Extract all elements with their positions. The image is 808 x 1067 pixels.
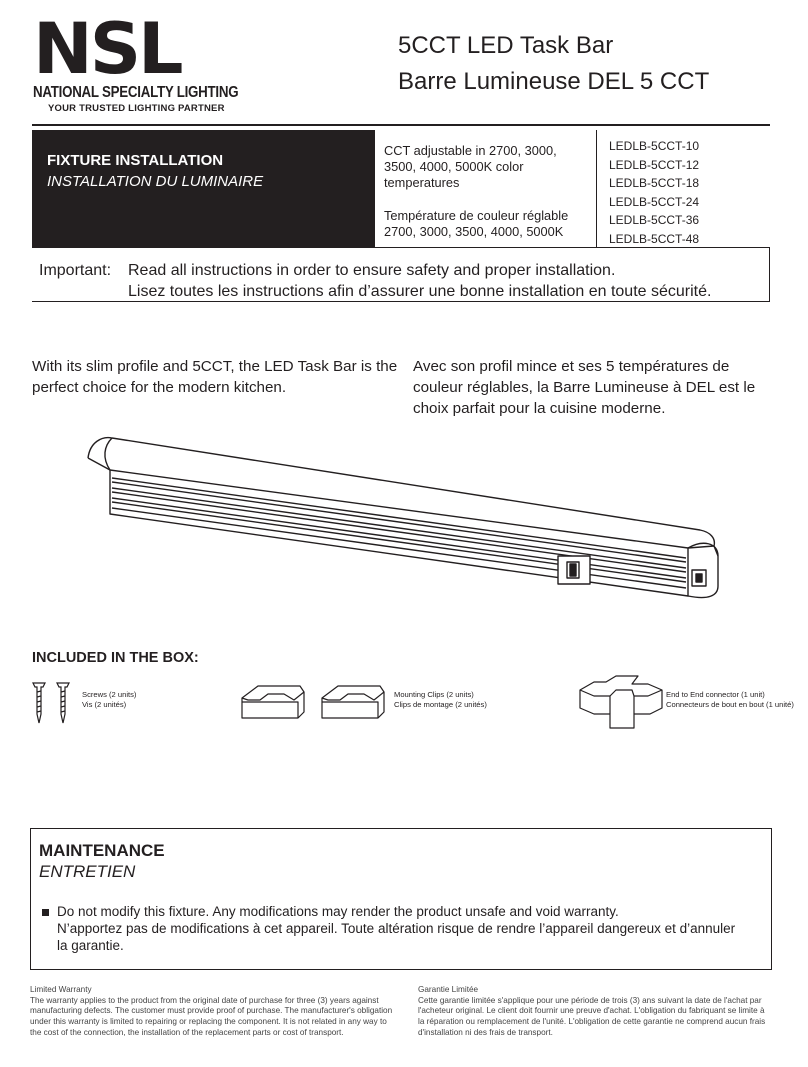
model-number: LEDLB-5CCT-18 <box>609 176 700 190</box>
task-bar-illustration <box>80 430 720 610</box>
model-number: LEDLB-5CCT-36 <box>609 213 700 227</box>
included-item-connector: End to End connector (1 unit) Connecteurs de bout en bout (1 unité) <box>666 690 794 709</box>
brand-logo: NSL <box>33 8 181 90</box>
cct-panel <box>376 130 597 247</box>
intro-text-fr: Avec son profil mince et ses 5 températures de couleur réglables, la Barre Lumineuse à DEL est le choix parfait pour la cuisine moderne. <box>413 358 756 417</box>
important-text-en: Read all instructions in order to ensure safety and proper installation. <box>128 262 616 279</box>
warranty-title-fr: Garantie Limitée <box>418 985 479 994</box>
mounting-clip-icon <box>238 678 398 724</box>
important-text-fr: Lisez toutes les instructions afin d’assurer une bonne installation en toute sécurité. <box>128 283 712 300</box>
included-title: INCLUDED IN THE BOX: <box>32 650 199 666</box>
brand-tagline: YOUR TRUSTED LIGHTING PARTNER <box>48 103 225 114</box>
maintenance-title: MAINTENANCE <box>39 841 165 860</box>
warranty-text-fr: Cette garantie limitée s'applique pour une période de trois (3) ans suivant la date de l'achat par l'acheteur original. Le client doit fournir une preuve d'achat. L'obligation du fabriquant se limite à la réparation ou remplacement de l'unité. L'obligation de cette garantie ne comprend aucun frais d'installation ni des frais de transport. <box>418 995 766 1037</box>
maintenance-bullet: Do not modify this fixture. Any modifications may render the product unsafe and void warranty. N’apportez pas de modifications à cet appareil. Toute altération risque de rendre l’appareil dangereux et d’annuler la garantie. <box>57 904 736 953</box>
connector-icon <box>576 674 666 732</box>
model-number: LEDLB-5CCT-12 <box>609 157 700 172</box>
cct-text-fr: Température de couleur réglable 2700, 3000, 3500, 4000, 5000K <box>384 208 569 239</box>
warranty-en <box>30 985 400 1039</box>
warranty-text-en: The warranty applies to the product from the original date of purchase for three (3) years against manufacturing defects. The customer must provide proof of purchase. The manufacturer's obligation under this warranty is limited to repairing or replacing the component. It is not related in any way to the cost of the connection, the installation of the replacement parts or cost of transport. <box>30 995 393 1037</box>
model-number: LEDLB-5CCT-24 <box>609 194 700 209</box>
model-number: LEDLB-5CCT-10 <box>609 139 700 153</box>
header-divider <box>32 124 770 126</box>
warranty-fr <box>418 985 773 1039</box>
fixture-installation-title: FIXTURE INSTALLATION <box>47 152 224 169</box>
model-number: LEDLB-5CCT-48 <box>609 231 700 246</box>
fixture-installation-subtitle: INSTALLATION DU LUMINAIRE <box>47 173 264 190</box>
screw-icon <box>30 680 80 726</box>
model-list <box>609 137 699 248</box>
maintenance-subtitle: ENTRETIEN <box>39 862 136 881</box>
title-en: 5CCT LED Task Bar <box>398 32 614 59</box>
included-item-screws: Screws (2 units) Vis (2 unités) <box>82 690 137 709</box>
brand-name: NATIONAL SPECIALTY LIGHTING <box>33 84 239 101</box>
included-item-mounting-clips: Mounting Clips (2 units) Clips de montage (2 unités) <box>394 690 487 709</box>
intro-text-en: With its slim profile and 5CCT, the LED Task Bar is the perfect choice for the modern kitchen. <box>32 358 398 396</box>
maintenance-section <box>30 828 772 970</box>
title-fr: Barre Lumineuse DEL 5 CCT <box>398 68 710 95</box>
important-label: Important: <box>39 262 112 279</box>
cct-text-en: CCT adjustable in 2700, 3000, 3500, 4000, 5000K color temperatures <box>384 143 557 190</box>
bullet-icon <box>42 909 49 916</box>
important-notice <box>32 247 770 302</box>
fixture-installation-banner <box>32 130 375 247</box>
warranty-title-en: Limited Warranty <box>30 985 92 994</box>
